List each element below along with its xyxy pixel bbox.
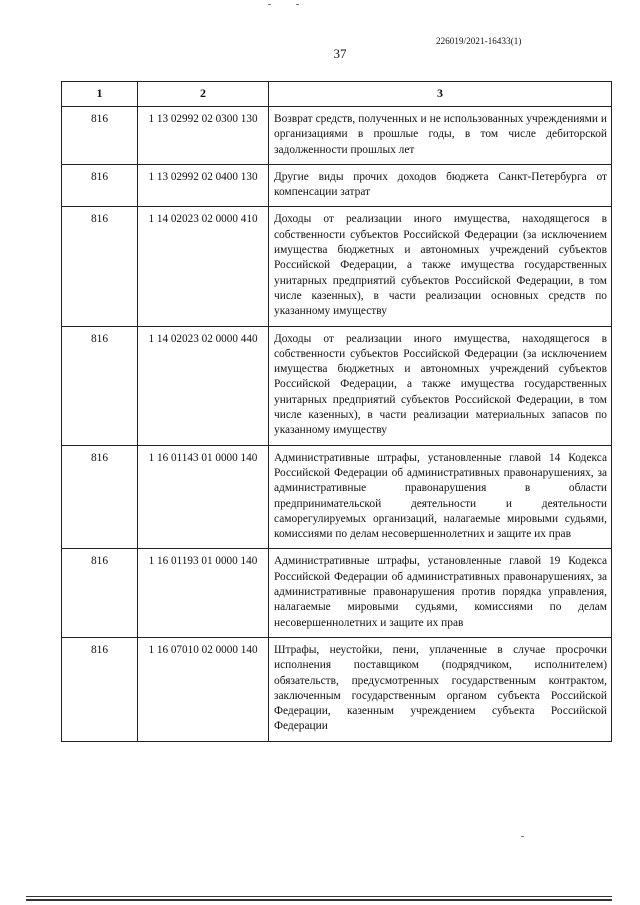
admin-code-cell: 816: [62, 445, 138, 549]
description-cell: Возврат средств, полученных и не использованных учреждениями и организациями в прошлые годы, в том числе дебиторской задолженности прошлых лет: [269, 107, 612, 165]
admin-code-cell: 816: [62, 549, 138, 637]
table-header-row: [62, 82, 612, 107]
scan-dot: [521, 836, 524, 837]
admin-code-cell: 816: [62, 326, 138, 445]
table-row: [62, 549, 612, 637]
budget-code-cell: 1 16 07010 02 0000 140: [138, 637, 269, 741]
budget-code-cell: 1 16 01143 01 0000 140: [138, 445, 269, 549]
table-row: [62, 207, 612, 326]
admin-code-cell: 816: [62, 207, 138, 326]
bottom-rule-thin: [26, 896, 612, 897]
column-header-3: 3: [269, 82, 612, 107]
description-cell: Доходы от реализации иного имущества, находящегося в собственности субъектов Российской Федерации (за исключением имущества бюджетных и автономных учреждений субъектов Российской Федерации, а также имущества государственных унитарных предприятий субъектов Российской Федерации, в том числе казенных), в части реализации основных средств по указанному имуществу: [269, 207, 612, 326]
table-row: [62, 637, 612, 741]
description-cell: Административные штрафы, установленные главой 14 Кодекса Российской Федерации об административных правонарушениях, за административные правонарушения в области предпринимательской деятельности и деятельности саморегулируемых организаций, налагаемые мировыми судьями, комиссиями по делам несовершеннолетних и защите их прав: [269, 445, 612, 549]
budget-code-cell: 1 13 02992 02 0400 130: [138, 164, 269, 207]
description-cell: Доходы от реализации иного имущества, находящегося в собственности субъектов Российской Федерации (за исключением имущества бюджетных и автономных учреждений субъектов Российской Федерации, а также имущества государственных унитарных предприятий субъектов Российской Федерации, в том числе казенных), в части реализации материальных запасов по указанному имуществу: [269, 326, 612, 445]
budget-code-cell: 1 16 01193 01 0000 140: [138, 549, 269, 637]
admin-code-cell: 816: [62, 107, 138, 165]
table-row: [62, 326, 612, 445]
column-header-1: 1: [62, 82, 138, 107]
description-cell: Административные штрафы, установленные главой 19 Кодекса Российской Федерации об административных правонарушениях, за административные правонарушения против порядка управления, налагаемые мировыми судьями, комиссиями по делам несовершеннолетних и защите их прав: [269, 549, 612, 637]
description-cell: Штрафы, неустойки, пени, уплаченные в случае просрочки исполнения поставщиком (подрядчиком, исполнителем) обязательств, предусмотренных государственным контрактом, заключенным государственным органом субъекта Российской Федерации, казенным учреждением субъекта Российской Федерации: [269, 637, 612, 741]
budget-code-cell: 1 14 02023 02 0000 410: [138, 207, 269, 326]
budget-code-cell: 1 13 02992 02 0300 130: [138, 107, 269, 165]
table-row: [62, 445, 612, 549]
document-id: 226019/2021-16433(1): [436, 36, 522, 46]
column-header-2: 2: [138, 82, 269, 107]
budget-code-cell: 1 14 02023 02 0000 440: [138, 326, 269, 445]
table-row: [62, 107, 612, 165]
scan-dot: [268, 4, 271, 5]
table-row: [62, 164, 612, 207]
admin-code-cell: 816: [62, 164, 138, 207]
scan-dot: [296, 4, 299, 5]
admin-code-cell: 816: [62, 637, 138, 741]
description-cell: Другие виды прочих доходов бюджета Санкт-Петербурга от компенсации затрат: [269, 164, 612, 207]
page-number: 37: [333, 46, 347, 61]
bottom-rule-thick: [26, 899, 612, 901]
revenue-codes-table: [61, 81, 612, 742]
